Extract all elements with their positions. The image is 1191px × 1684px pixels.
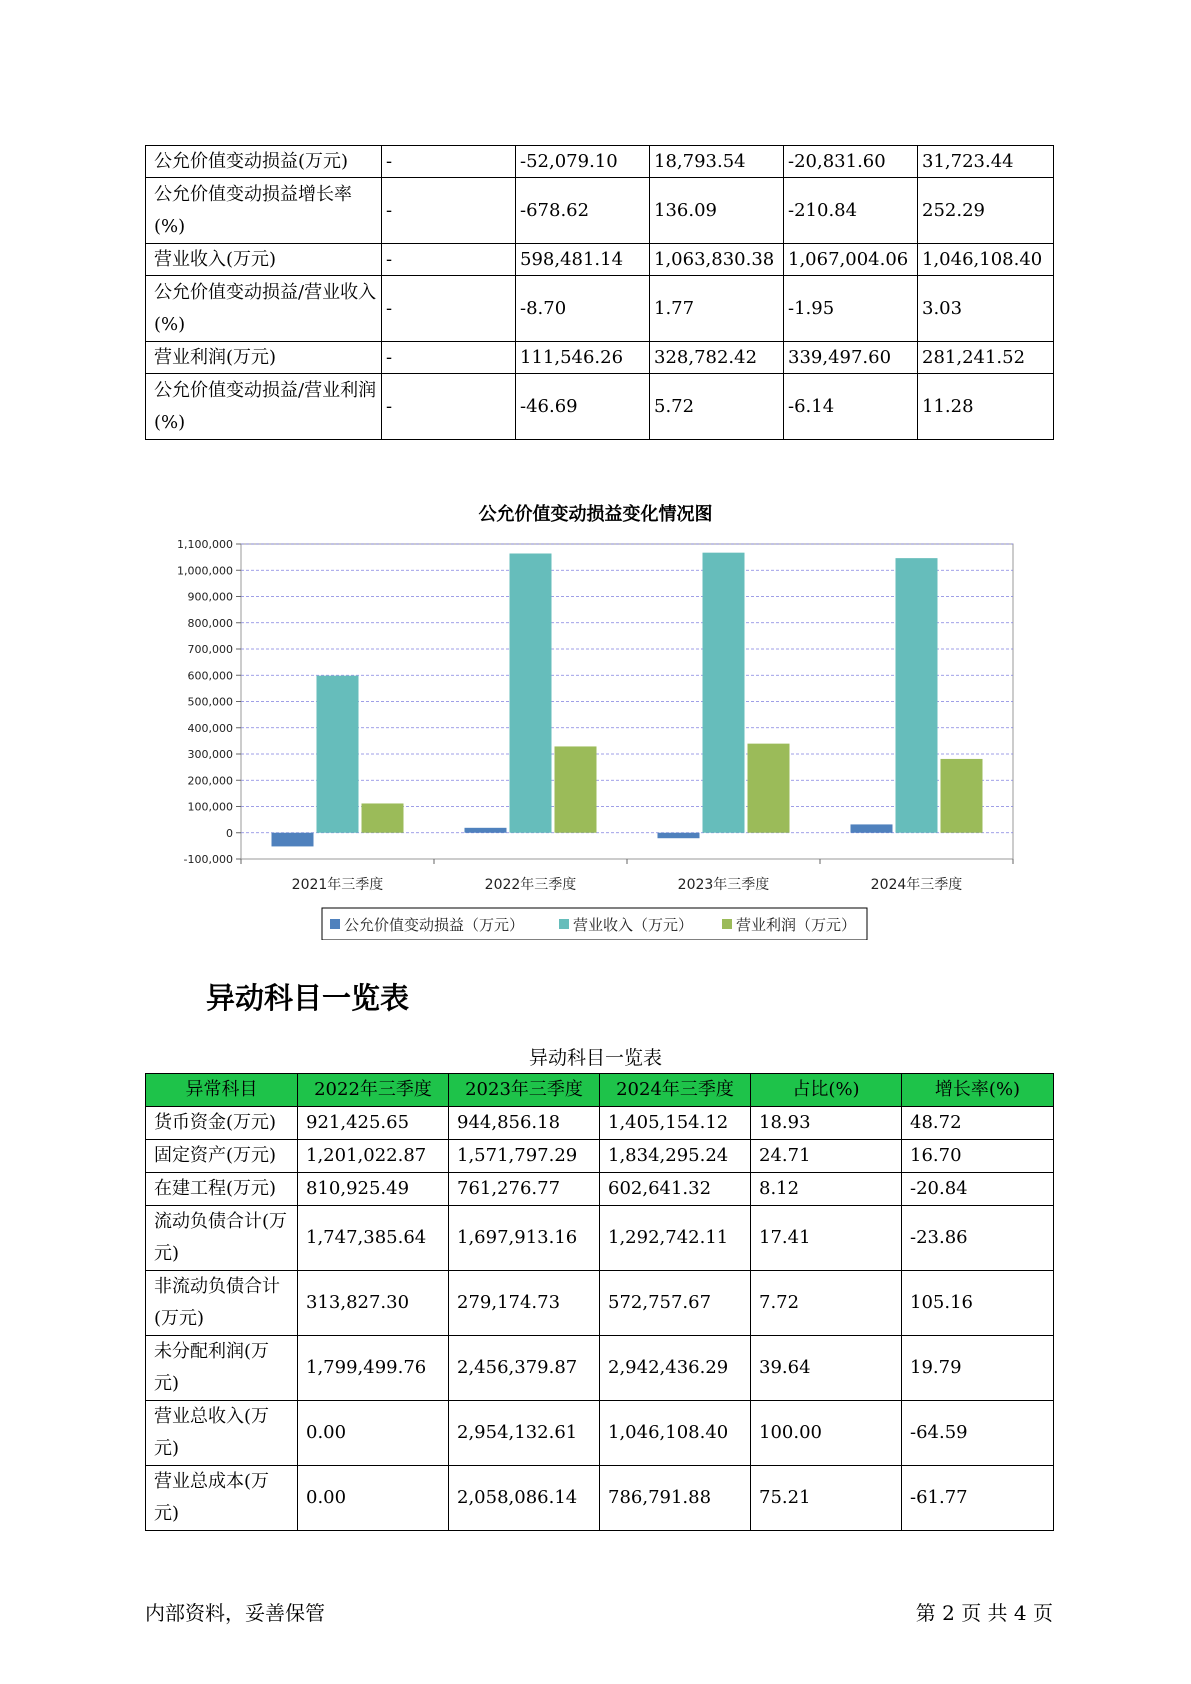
cell: -1.95	[784, 276, 918, 342]
row-label: 在建工程(万元)	[146, 1173, 298, 1206]
y-tick-label: -100,000	[183, 853, 233, 866]
cell: -	[382, 178, 516, 244]
column-header: 2023年三季度	[449, 1074, 600, 1107]
cell: 136.09	[650, 178, 784, 244]
y-tick-label: 300,000	[187, 748, 233, 761]
table-row	[146, 1173, 1054, 1206]
row-label: 非流动负债合计(万元)	[146, 1271, 298, 1336]
cell: 810,925.49	[298, 1173, 449, 1206]
cell: 3.03	[918, 276, 1054, 342]
bar-2	[510, 553, 552, 832]
y-tick-label: 600,000	[187, 669, 233, 683]
table-caption: 异动科目一览表	[528, 1047, 662, 1069]
cell: 1,697,913.16	[449, 1206, 600, 1271]
row-label: 营业总成本(万元)	[146, 1466, 298, 1531]
cell: 1,405,154.12	[600, 1107, 751, 1140]
y-tick-label: 200,000	[187, 774, 233, 788]
cell: 921,425.65	[298, 1107, 449, 1140]
row-label: 公允价值变动损益/营业利润(%)	[146, 374, 382, 440]
legend-label: 营业利润（万元）	[736, 916, 857, 934]
cell: 2,456,379.87	[449, 1336, 600, 1401]
cell: 339,497.60	[784, 342, 918, 374]
cell: 11.28	[918, 374, 1054, 440]
row-label: 营业收入(万元)	[146, 244, 382, 276]
bar-2	[896, 558, 938, 833]
cell: 18.93	[751, 1107, 902, 1140]
footer-page-number: 第 2 页 共 4 页	[915, 1601, 1053, 1625]
y-tick-label: 700,000	[187, 643, 233, 656]
table-row	[146, 276, 1054, 342]
table-row	[146, 146, 1054, 178]
cell: -20.84	[902, 1173, 1054, 1206]
cell: -	[382, 342, 516, 374]
cell: 1.77	[650, 276, 784, 342]
bar-1	[465, 828, 507, 833]
row-label: 公允价值变动损益(万元)	[146, 146, 382, 178]
cell: -64.59	[902, 1401, 1054, 1466]
cell: 2,942,436.29	[600, 1336, 751, 1401]
table-row	[146, 1466, 1054, 1531]
cell: -52,079.10	[516, 146, 650, 178]
row-label: 货币资金(万元)	[146, 1107, 298, 1140]
chart-title: 公允价值变动损益变化情况图	[478, 504, 713, 525]
cell: 1,571,797.29	[449, 1140, 600, 1173]
row-label: 营业利润(万元)	[146, 342, 382, 374]
bar-chart	[145, 530, 1045, 940]
section-title: 异动科目一览表	[206, 981, 410, 1015]
table-row	[146, 342, 1054, 374]
column-header: 2024年三季度	[600, 1074, 751, 1107]
cell: -	[382, 244, 516, 276]
cell: 0.00	[298, 1401, 449, 1466]
table-row	[146, 1336, 1054, 1401]
cell: -	[382, 146, 516, 178]
footer-confidential-note: 内部资料，妥善保管	[145, 1601, 325, 1625]
cell: 19.79	[902, 1336, 1054, 1401]
bar-3	[555, 746, 597, 832]
row-label: 固定资产(万元)	[146, 1140, 298, 1173]
x-tick-label: 2023年三季度	[677, 877, 770, 893]
bar-2	[703, 553, 745, 833]
cell: 16.70	[902, 1140, 1054, 1173]
cell: 328,782.42	[650, 342, 784, 374]
x-tick-label: 2022年三季度	[484, 877, 577, 893]
x-tick-label: 2021年三季度	[291, 877, 384, 893]
legend-swatch	[722, 919, 732, 929]
cell: -61.77	[902, 1466, 1054, 1531]
bar-1	[658, 833, 700, 838]
y-tick-label: 900,000	[187, 590, 233, 604]
bar-1	[851, 824, 893, 832]
cell: 8.12	[751, 1173, 902, 1206]
anomaly-table	[145, 1073, 1054, 1531]
cell: -	[382, 374, 516, 440]
column-header: 增长率(%)	[902, 1074, 1054, 1107]
row-label: 公允价值变动损益增长率(%)	[146, 178, 382, 244]
table-row	[146, 244, 1054, 276]
table-row	[146, 374, 1054, 440]
cell: 39.64	[751, 1336, 902, 1401]
cell: 761,276.77	[449, 1173, 600, 1206]
bar-3	[362, 803, 404, 832]
row-label: 公允价值变动损益/营业收入(%)	[146, 276, 382, 342]
table-row	[146, 1107, 1054, 1140]
chart-legend	[322, 908, 867, 940]
cell: 24.71	[751, 1140, 902, 1173]
cell: 48.72	[902, 1107, 1054, 1140]
cell: 786,791.88	[600, 1466, 751, 1531]
legend-swatch	[559, 919, 569, 929]
cell: 2,058,086.14	[449, 1466, 600, 1531]
row-label: 未分配利润(万元)	[146, 1336, 298, 1401]
cell: 5.72	[650, 374, 784, 440]
cell: 105.16	[902, 1271, 1054, 1336]
cell: -8.70	[516, 276, 650, 342]
cell: 1,834,295.24	[600, 1140, 751, 1173]
legend-swatch	[330, 919, 340, 929]
cell: 1,799,499.76	[298, 1336, 449, 1401]
cell: 1,747,385.64	[298, 1206, 449, 1271]
column-header: 占比(%)	[751, 1074, 902, 1107]
bar-1	[272, 833, 314, 847]
cell: 1,046,108.40	[600, 1401, 751, 1466]
cell: -6.14	[784, 374, 918, 440]
column-header: 2022年三季度	[298, 1074, 449, 1107]
y-tick-label: 1,000,000	[177, 564, 233, 578]
legend-label: 营业收入（万元）	[573, 916, 694, 934]
cell: 100.00	[751, 1401, 902, 1466]
x-tick-label: 2024年三季度	[870, 877, 963, 893]
bar-2	[317, 676, 359, 833]
cell: 281,241.52	[918, 342, 1054, 374]
cell: -678.62	[516, 178, 650, 244]
table-row	[146, 1206, 1054, 1271]
bar-3	[748, 744, 790, 833]
cell: 944,856.18	[449, 1107, 600, 1140]
legend-label: 公允价值变动损益（万元）	[344, 916, 525, 934]
cell: 0.00	[298, 1466, 449, 1531]
indicator-table	[145, 145, 1054, 440]
cell: 252.29	[918, 178, 1054, 244]
cell: 31,723.44	[918, 146, 1054, 178]
bar-3	[941, 759, 983, 833]
cell: 75.21	[751, 1466, 902, 1531]
cell: 1,067,004.06	[784, 244, 918, 276]
table-row	[146, 1140, 1054, 1173]
cell: 18,793.54	[650, 146, 784, 178]
y-tick-label: 500,000	[187, 695, 233, 709]
cell: 7.72	[751, 1271, 902, 1336]
cell: 1,063,830.38	[650, 244, 784, 276]
cell: 598,481.14	[516, 244, 650, 276]
cell: 17.41	[751, 1206, 902, 1271]
cell: 572,757.67	[600, 1271, 751, 1336]
y-tick-label: 800,000	[187, 616, 233, 630]
row-label: 流动负债合计(万元)	[146, 1206, 298, 1271]
cell: 1,046,108.40	[918, 244, 1054, 276]
y-tick-label: 100,000	[187, 800, 233, 814]
cell: -20,831.60	[784, 146, 918, 178]
row-label: 营业总收入(万元)	[146, 1401, 298, 1466]
table-row	[146, 1401, 1054, 1466]
cell: 313,827.30	[298, 1271, 449, 1336]
table-row	[146, 178, 1054, 244]
y-tick-label: 1,100,000	[177, 538, 233, 551]
y-axis	[177, 538, 241, 866]
cell: 602,641.32	[600, 1173, 751, 1206]
cell: -210.84	[784, 178, 918, 244]
table-row	[146, 1271, 1054, 1336]
cell: 1,292,742.11	[600, 1206, 751, 1271]
cell: 1,201,022.87	[298, 1140, 449, 1173]
y-tick-label: 400,000	[187, 721, 233, 735]
cell: -46.69	[516, 374, 650, 440]
cell: 279,174.73	[449, 1271, 600, 1336]
column-header: 异常科目	[146, 1074, 298, 1107]
cell: 2,954,132.61	[449, 1401, 600, 1466]
cell: -	[382, 276, 516, 342]
x-axis	[241, 859, 1013, 893]
cell: -23.86	[902, 1206, 1054, 1271]
cell: 111,546.26	[516, 342, 650, 374]
table-header-row	[146, 1074, 1054, 1107]
y-tick-label: 0	[226, 826, 233, 840]
